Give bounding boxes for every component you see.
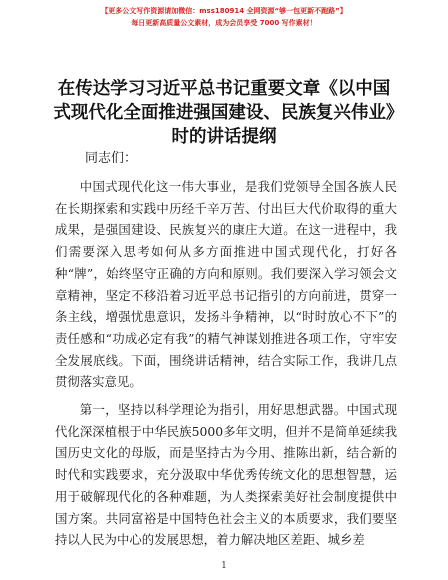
document-body bbox=[55, 176, 397, 557]
promo-banner-line-1: 【更多公文写作资源请加微信：mss180914 全网资源“够一包更新不跑路”】 bbox=[101, 7, 347, 15]
promo-banner bbox=[0, 5, 448, 29]
salutation: 同志们： bbox=[85, 151, 138, 166]
paragraph-1: 中国式现代化这一伟大事业，是我们党领导全国各族人民在长期探索和实践中历经千辛万苦、付出巨大代价取得的重大成果，是强国建设、民族复兴的康庄大道。在这一进程中，我们需要深入思考如何从多方面推进中国式现代化，打好各种“牌”，始终坚守正确的方向和原则。我们要深入学习领会文章精神，坚定不移沿着习近平总书记指引的方向前进，贯穿一条主线，增强忧患意识，发扬斗争精神，以“时时放心不下”的责任感和“功成必定有我”的精气神谋划推进各项工作，守牢安全发展底线。下面，围绕讲话精神，结合实际工作，我讲几点贯彻落实意见。 bbox=[55, 179, 397, 390]
page-number: 1 bbox=[221, 561, 227, 571]
document-title: 在传达学习习近平总书记重要文章《以中国式现代化全面推进强国建设、民族复兴伟业》时的讲话提纲 bbox=[53, 79, 395, 147]
promo-banner-line-2: 每日更新高质量公文素材，成为会员享受 7000 写作素材！ bbox=[131, 19, 317, 27]
paragraph-2: 第一，坚持以科学理论为指引，用好思想武器。中国式现代化深深植根于中华民族5000多年文明，但并不是简单延续我国历史文化的母版，而是坚持古为今用、推陈出新，结合新的时代和实践要求，充分汲取中华优秀传统文化的思想智慧，运用于破解现代化的各种难题，为人类探索美好社会制度提供中国方案。共同富裕是中国特色社会主义的本质要求，我们要坚持以人民为中心的发展思想，着力解决地区差距、城乡差 bbox=[55, 402, 397, 548]
